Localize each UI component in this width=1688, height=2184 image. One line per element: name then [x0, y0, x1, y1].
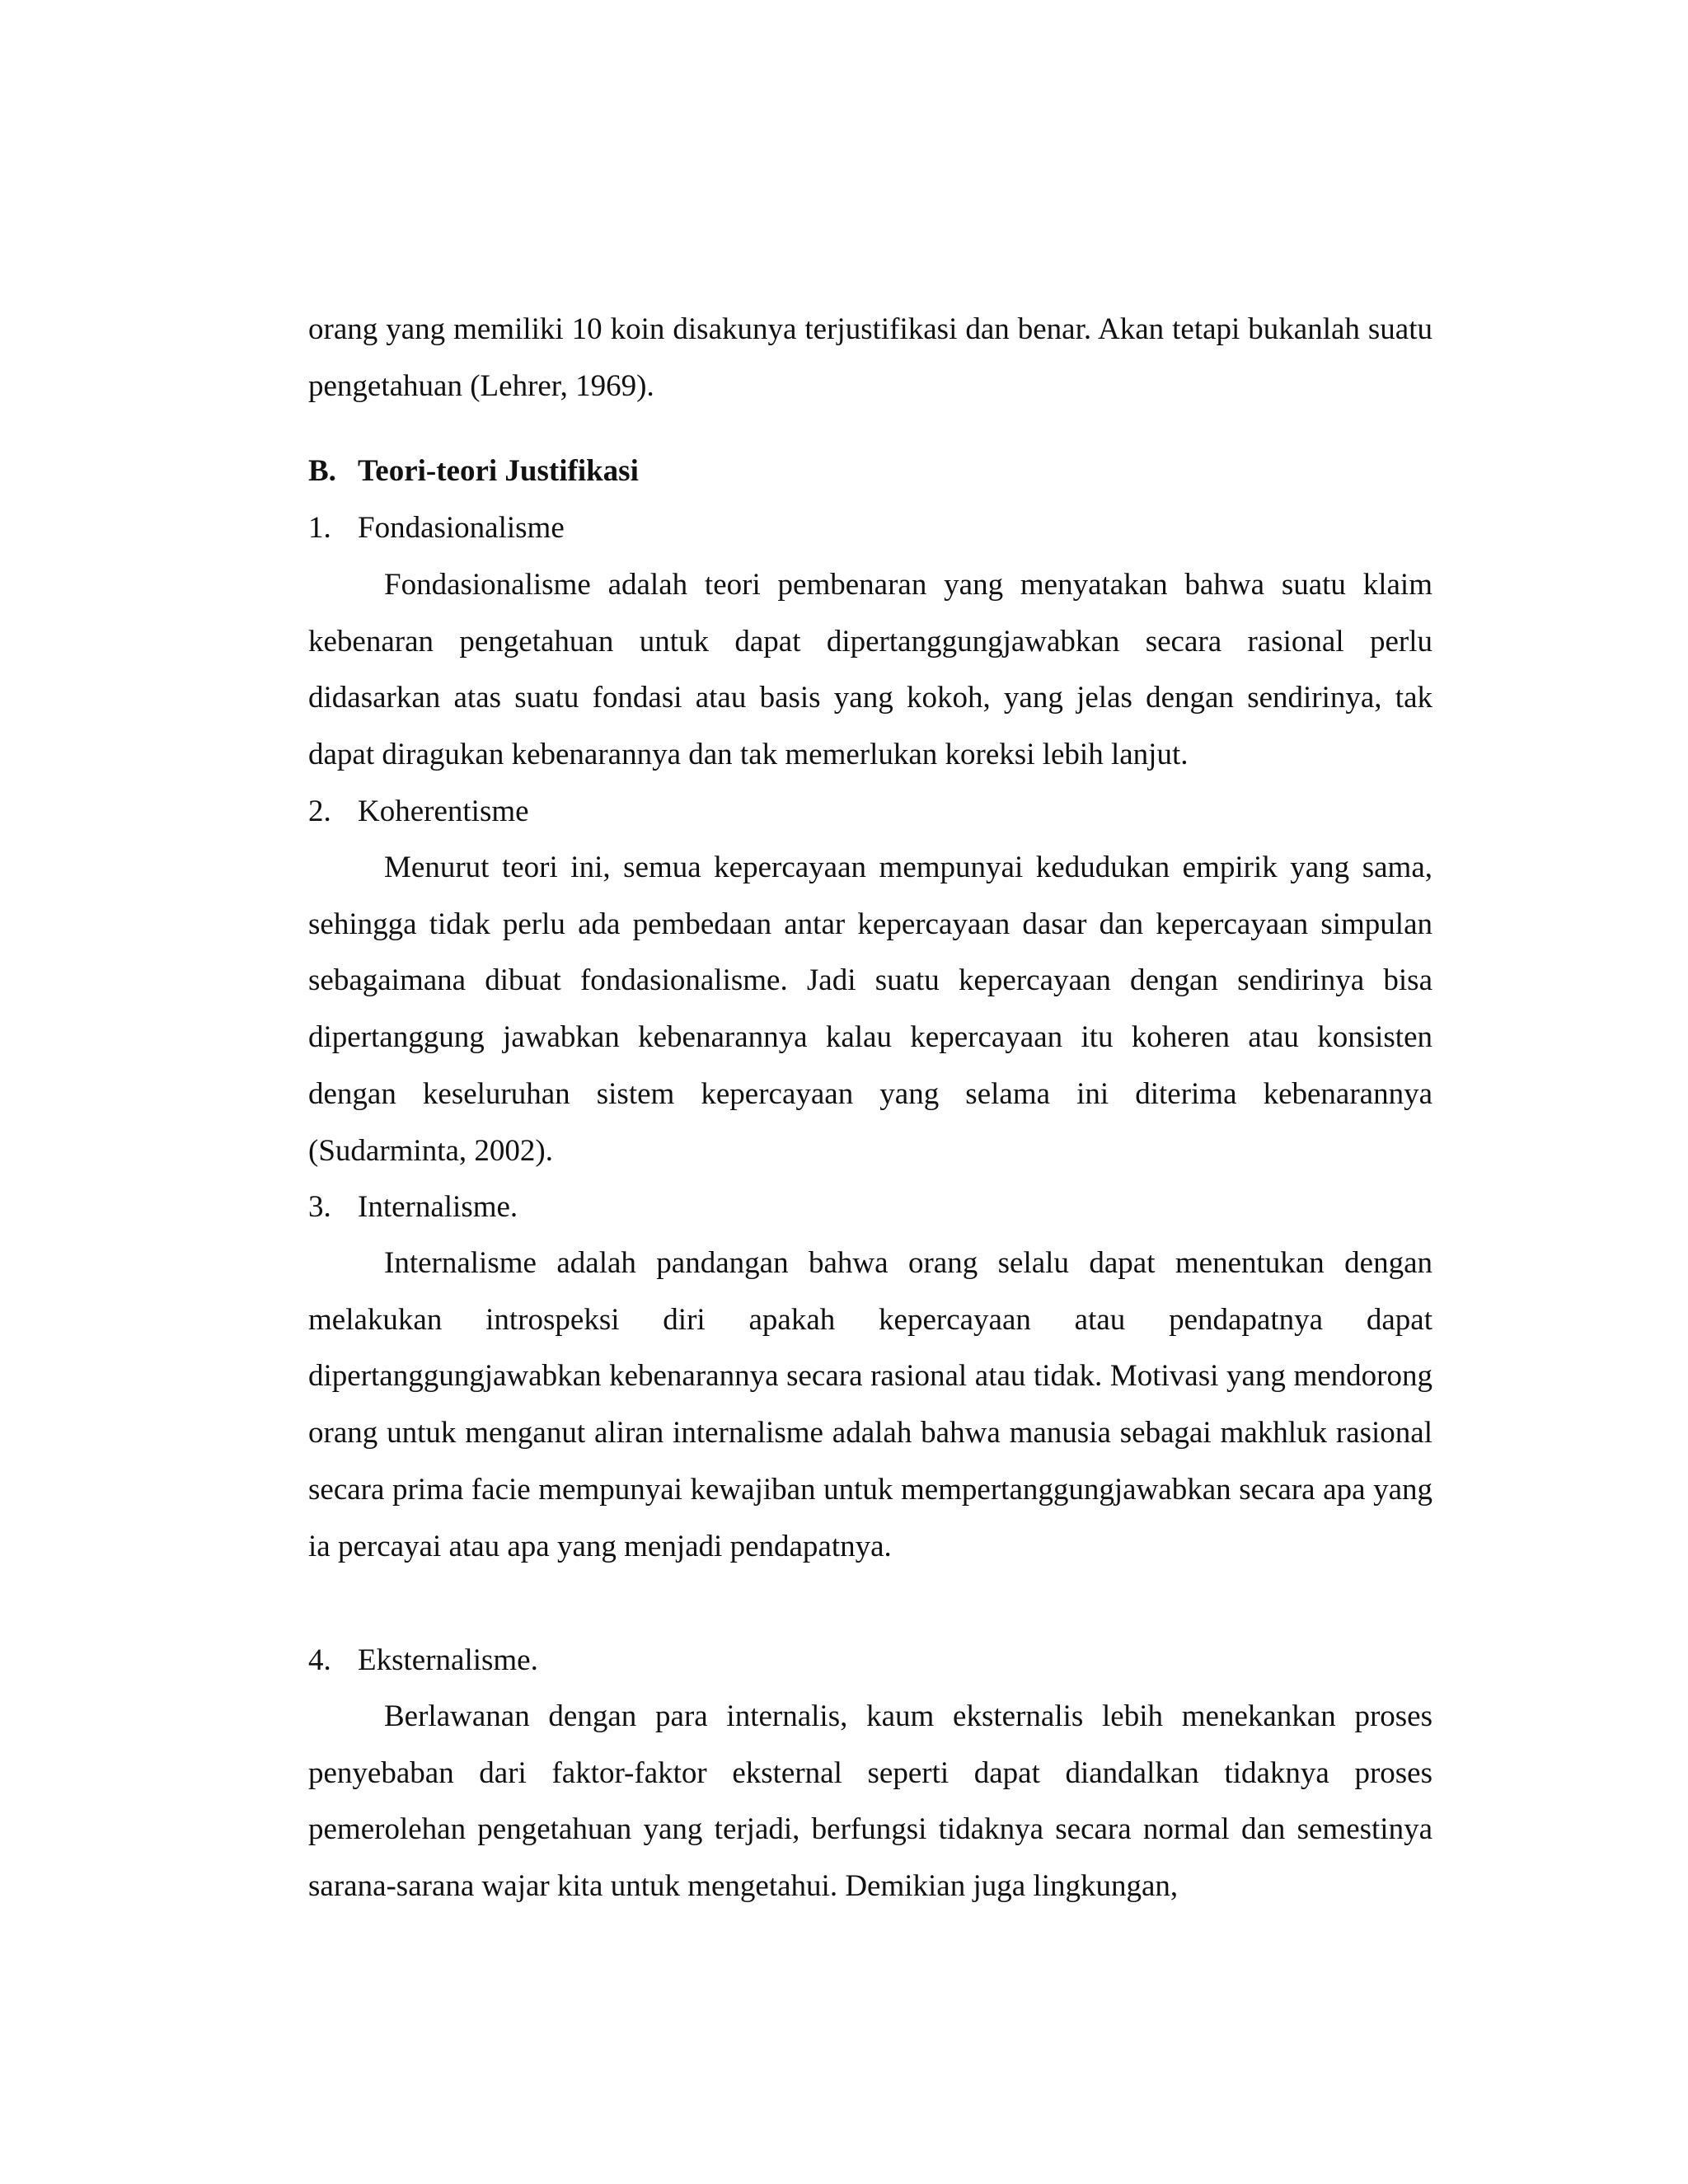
list-item-paragraph: Menurut teori ini, semua kepercayaan mempunyai kedudukan empirik yang sama, sehingga tidak perlu ada pembedaan antar kepercayaan dasar dan kepercayaan simpulan sebagaimana dibuat fondasionalisme. Jadi suatu kepercayaan dengan sendirinya bisa dipertanggung jawabkan kebenarannya kalau kepercayaan itu koheren atau konsisten dengan keseluruhan sistem kepercayaan yang selama ini diterima kebenarannya (Sudarminta, 2002).: [308, 851, 1432, 1168]
list-item-heading: [308, 791, 1432, 832]
list-item-heading: [308, 1640, 1432, 1681]
list-item-paragraph: Fondasionalisme adalah teori pembenaran yang menyatakan bahwa suatu klaim kebenaran pengetahuan untuk dapat dipertanggungjawabkan secara rasional perlu didasarkan atas suatu fondasi atau basis yang kokoh, yang jelas dengan sendirinya, tak dapat diragukan kebenarannya dan tak memerlukan koreksi lebih lanjut.: [308, 568, 1432, 772]
list-item-number: 1.: [308, 511, 331, 545]
list-item-title: Eksternalisme.: [358, 1643, 538, 1677]
section-letter: B.: [308, 454, 336, 488]
list-item-number: 3.: [308, 1190, 331, 1224]
list-item-title: Fondasionalisme: [358, 511, 565, 545]
list-item-title: Internalisme.: [358, 1190, 518, 1224]
list-item-paragraph: Berlawanan dengan para internalis, kaum eksternalis lebih menekankan proses penyebaban dari faktor-faktor eksternal seperti dapat diandalkan tidaknya proses pemerolehan pengetahuan yang terjadi, berfungsi tidaknya secara normal dan semestinya sarana-sarana wajar kita untuk mengetahui. Demikian juga lingkungan,: [308, 1699, 1432, 1904]
list-item-paragraph: Internalisme adalah pandangan bahwa orang selalu dapat menentukan dengan melakukan introspeksi diri apakah kepercayaan atau pendapatnya dapat dipertanggungjawabkan kebenarannya secara rasional atau tidak. Motivasi yang mendorong orang untuk menganut aliran internalisme adalah bahwa manusia sebagai makhluk rasional secara prima facie mempunyai kewajiban untuk mempertanggungjawabkan secara apa yang ia percayai atau apa yang menjadi pendapatnya.: [308, 1246, 1432, 1563]
list-item-heading: [308, 508, 1432, 549]
section-title: Teori-teori Justifikasi: [358, 454, 639, 488]
section-heading: [308, 451, 1432, 492]
list-item-heading: [308, 1187, 1432, 1228]
continuation-paragraph: orang yang memiliki 10 koin disakunya terjustifikasi dan benar. Akan tetapi bukanlah suatu pengetahuan (Lehrer, 1969).: [308, 312, 1432, 403]
list-item-number: 2.: [308, 794, 331, 828]
list-item-number: 4.: [308, 1643, 331, 1677]
list-item-title: Koherentisme: [358, 794, 529, 828]
